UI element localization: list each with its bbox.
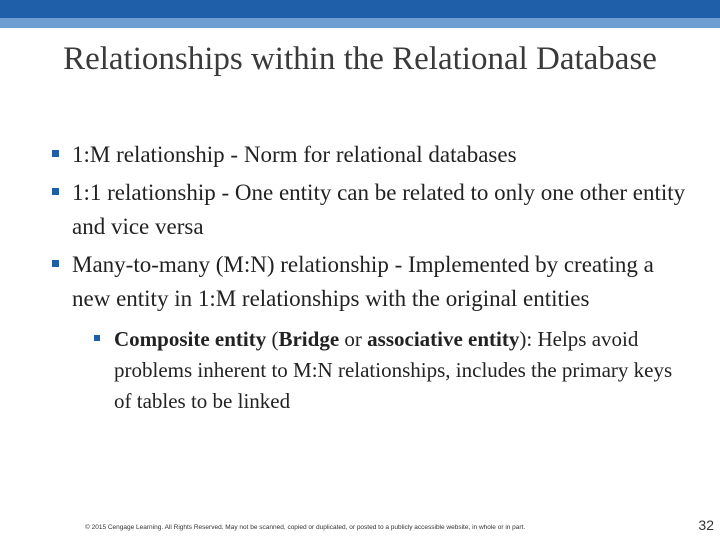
copyright-footer: © 2015 Cengage Learning. All Rights Reserved. May not be scanned, copied or duplicated, or posted to a publicly accessible website, in whole or in part. — [85, 524, 526, 531]
bullet-list — [52, 138, 692, 421]
page-number: 32 — [698, 517, 714, 533]
sub-bullet-item — [94, 324, 692, 417]
header-band-light — [0, 18, 720, 28]
bullet-item-2 — [52, 176, 692, 244]
sub-bullet-description: Helps avoid problems inherent to M:N relationships, includes the primary keys of tables to be linked — [114, 327, 673, 413]
bullet-text: 1:M relationship - Norm for relational databases — [72, 142, 517, 167]
bullet-item-3 — [52, 248, 692, 417]
square-bullet-icon — [52, 150, 59, 157]
slide-title: Relationships within the Relational Database — [63, 41, 657, 77]
term-composite-entity: Composite entity — [114, 327, 267, 351]
square-bullet-icon — [52, 260, 59, 267]
term-bridge: Bridge — [278, 327, 340, 351]
square-bullet-icon — [94, 335, 100, 341]
sub-bullet-paren-close: ): — [519, 327, 533, 351]
square-bullet-icon — [52, 188, 59, 195]
bullet-item-1 — [52, 138, 692, 172]
bullet-text: Many-to-many (M:N) relationship - Implemented by creating a new entity in 1:M relationships with the original entities — [72, 252, 654, 311]
header-band-dark — [0, 0, 720, 18]
sub-bullet-or: or — [339, 327, 368, 351]
term-associative-entity: associative entity — [367, 327, 520, 351]
header-band — [0, 0, 720, 30]
sub-bullet-paren-open: ( — [266, 327, 279, 351]
bullet-text: 1:1 relationship - One entity can be related to only one other entity and vice versa — [72, 180, 686, 239]
